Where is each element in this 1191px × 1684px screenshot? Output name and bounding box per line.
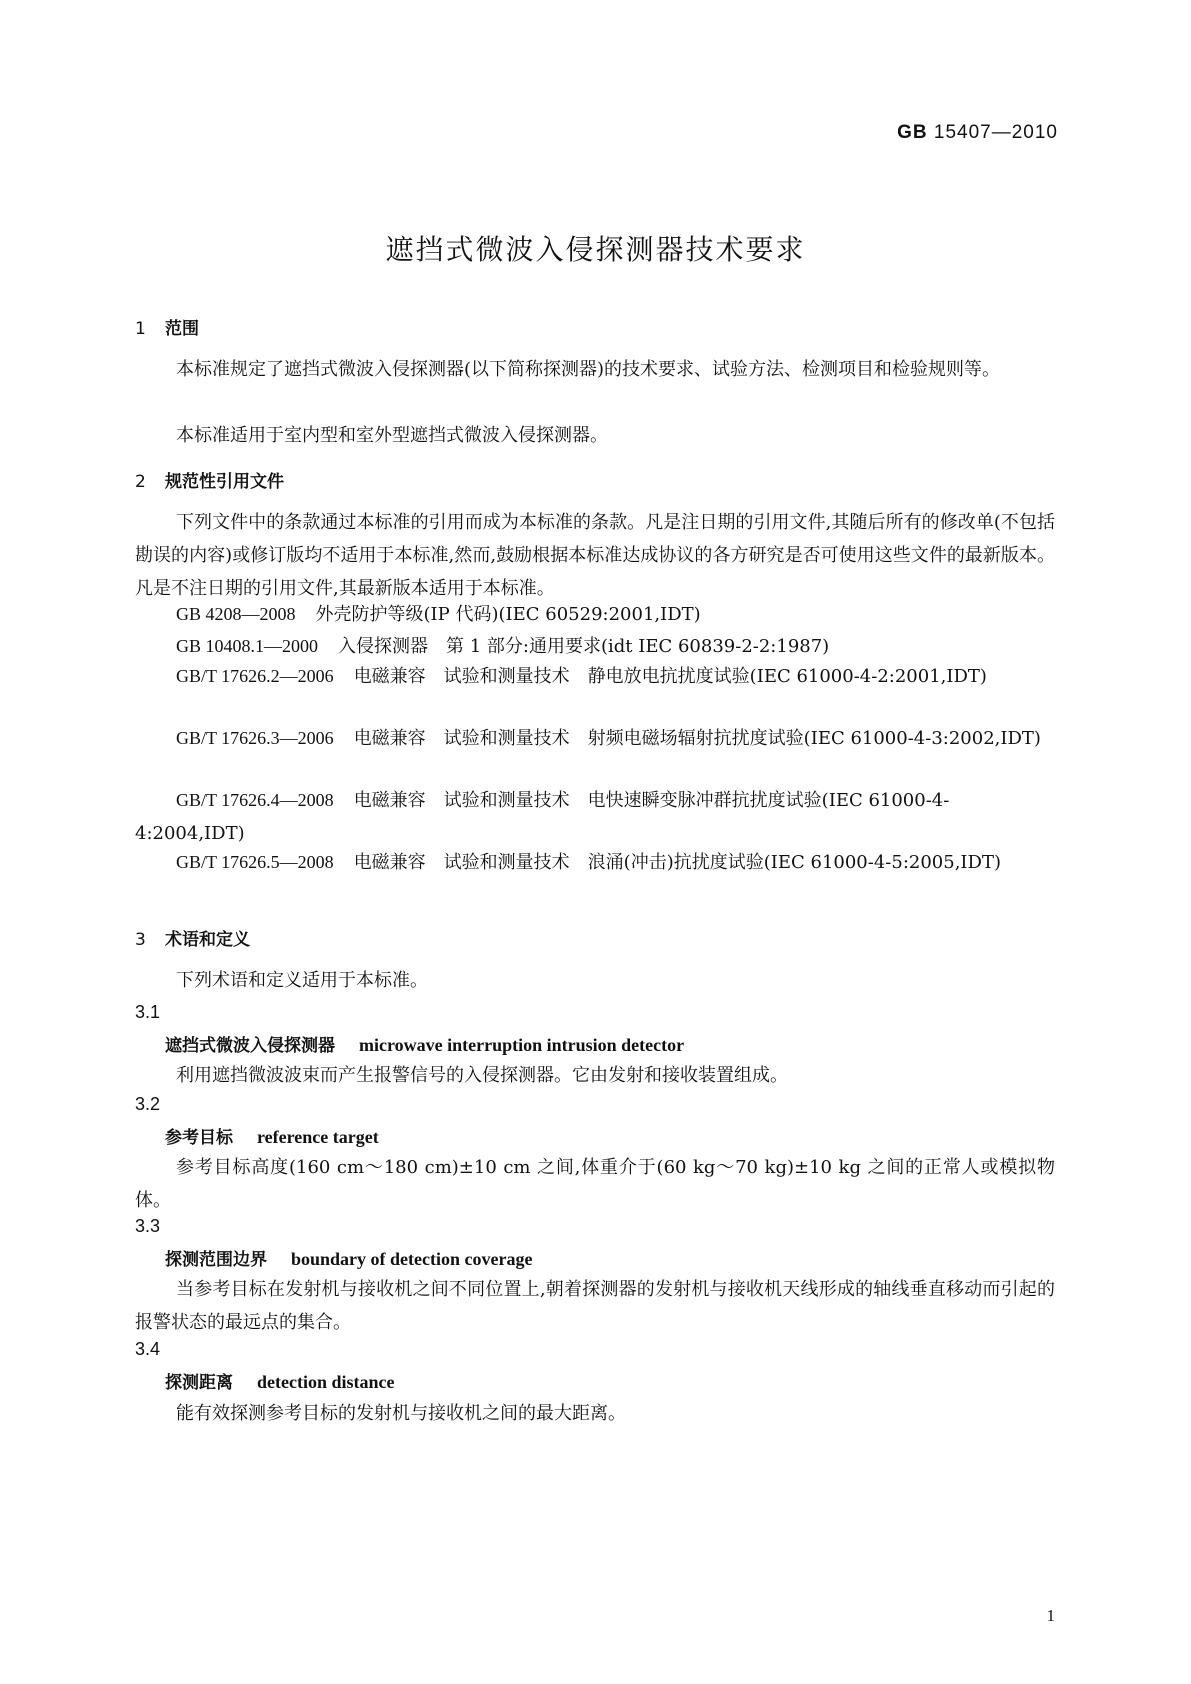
reference-code: GB/T 17626.2—2006 <box>176 666 334 686</box>
reference-title: 电磁兼容 试验和测量技术 射频电磁场辐射抗扰度试验(IEC 61000-4-3:2002,IDT) <box>353 728 1041 749</box>
reference-title: 外壳防护等级(IP 代码)(IEC 60529:2001,IDT) <box>315 604 701 625</box>
term-definition: 参考目标高度(160 cm～180 cm)±10 cm 之间,体重介于(60 kg～70 kg)±10 kg 之间的正常人或模拟物体。 <box>135 1157 1055 1211</box>
reference-item <box>135 598 1055 631</box>
term-number: 3.1 <box>135 1002 161 1022</box>
section-1-heading <box>135 314 199 339</box>
reference-code: GB/T 17626.4—2008 <box>176 790 334 810</box>
reference-title: 入侵探测器 第 1 部分:通用要求(idt IEC 60839-2-2:1987) <box>338 636 830 657</box>
reference-item <box>135 784 1055 850</box>
section-title: 范围 <box>165 319 199 339</box>
section-number: 1 <box>135 319 146 339</box>
term-chinese: 探测范围边界 <box>165 1250 267 1270</box>
term-english: reference target <box>257 1127 379 1147</box>
reference-item <box>135 660 1055 693</box>
section-2-paragraph-1: 下列文件中的条款通过本标准的引用而成为本标准的条款。凡是注日期的引用文件,其随后所有的修改单(不包括勘误的内容)或修订版均不适用于本标准,然而,鼓励根据本标准达成协议的各方研究是否可使用这些文件的最新版本。凡是不注日期的引用文件,其最新版本适用于本标准。 <box>135 512 1055 599</box>
reference-title: 电磁兼容 试验和测量技术 浪涌(冲击)抗扰度试验(IEC 61000-4-5:2005,IDT) <box>353 852 1001 873</box>
section-1-paragraph-1: 本标准规定了遮挡式微波入侵探测器(以下简称探测器)的技术要求、试验方法、检测项目和检验规则等。 <box>176 359 1001 380</box>
section-number: 2 <box>135 472 146 492</box>
reference-code: GB/T 17626.5—2008 <box>176 852 334 872</box>
reference-item <box>135 846 1055 879</box>
term-number: 3.4 <box>135 1339 161 1359</box>
standard-number <box>897 122 1058 144</box>
reference-item <box>135 722 1055 755</box>
standard-code: 15407—2010 <box>933 122 1058 143</box>
section-title: 规范性引用文件 <box>165 472 284 492</box>
reference-code: GB 10408.1—2000 <box>176 636 319 656</box>
reference-title: 电磁兼容 试验和测量技术 电快速瞬变脉冲群抗扰度试验(IEC 61000-4-4:2004,IDT) <box>135 790 950 844</box>
page-number: 1 <box>1046 1606 1055 1625</box>
document-title: 遮挡式微波入侵探测器技术要求 <box>385 233 806 266</box>
term-heading <box>165 1245 532 1270</box>
section-2-heading <box>135 467 284 492</box>
reference-code: GB/T 17626.3—2006 <box>176 728 334 748</box>
section-1-paragraph-2: 本标准适用于室内型和室外型遮挡式微波入侵探测器。 <box>176 425 608 446</box>
term-heading <box>165 1123 379 1148</box>
term-definition: 当参考目标在发射机与接收机之间不同位置上,朝着探测器的发射机与接收机天线形成的轴线垂直移动而引起的报警状态的最远点的集合。 <box>135 1279 1055 1333</box>
section-title: 术语和定义 <box>165 930 250 950</box>
term-definition: 能有效探测参考目标的发射机与接收机之间的最大距离。 <box>176 1403 626 1424</box>
term-english: microwave interruption intrusion detector <box>359 1035 685 1055</box>
term-number: 3.3 <box>135 1216 161 1236</box>
reference-title: 电磁兼容 试验和测量技术 静电放电抗扰度试验(IEC 61000-4-2:2001,IDT) <box>353 666 987 687</box>
term-heading <box>165 1368 394 1393</box>
section-3-heading <box>135 925 250 950</box>
term-heading <box>165 1031 684 1056</box>
term-definition: 利用遮挡微波波束而产生报警信号的入侵探测器。它由发射和接收装置组成。 <box>176 1065 788 1086</box>
term-chinese: 探测距离 <box>165 1373 233 1393</box>
section-number: 3 <box>135 930 146 950</box>
section-3-intro: 下列术语和定义适用于本标准。 <box>176 970 428 991</box>
reference-item <box>135 630 1055 663</box>
term-english: detection distance <box>257 1372 395 1392</box>
term-number: 3.2 <box>135 1094 161 1114</box>
term-chinese: 遮挡式微波入侵探测器 <box>165 1036 335 1056</box>
standard-prefix: GB <box>897 122 928 143</box>
term-english: boundary of detection coverage <box>291 1249 533 1269</box>
term-chinese: 参考目标 <box>165 1128 233 1148</box>
reference-code: GB 4208—2008 <box>176 604 296 624</box>
